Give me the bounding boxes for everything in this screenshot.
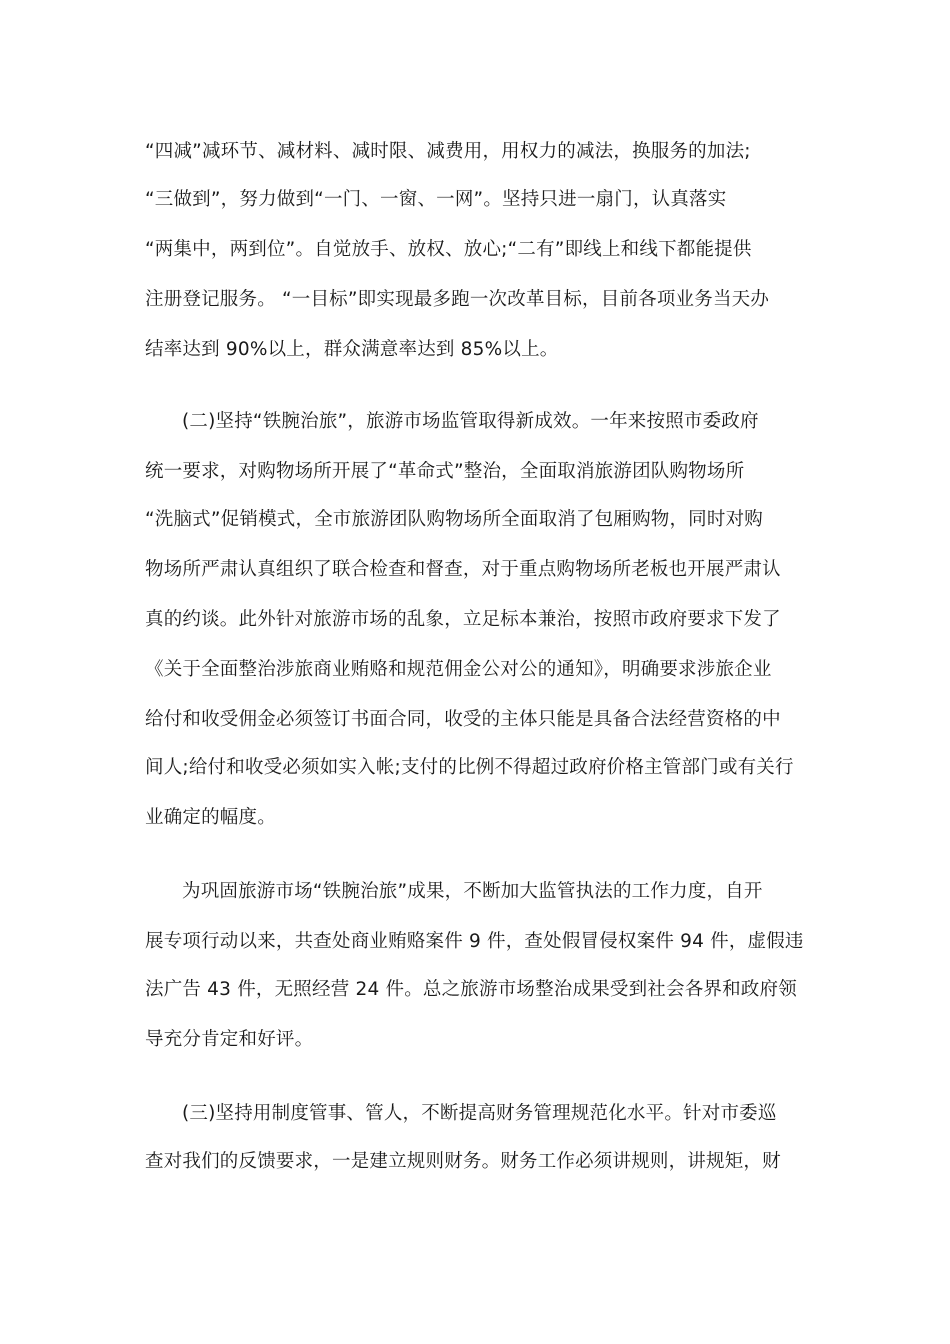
text-line: 真的约谈。此外针对旅游市场的乱象，立足标本兼治，按照市政府要求下发了 (145, 609, 781, 630)
text-line: 法广告 43 件，无照经营 24 件。总之旅游市场整治成果受到社会各界和政府领 (145, 979, 797, 1000)
text-line: 展专项行动以来，共查处商业贿赂案件 9 件，查处假冒侵权案件 94 件，虚假违 (145, 931, 804, 952)
paragraph-heading: (三)坚持用制度管事、管人，不断提高财务管理规范化水平。针对市委巡 (182, 1103, 777, 1124)
paragraph-heading: (二)坚持“铁腕治旅”，旅游市场监管取得新成效。一年来按照市委政府 (182, 411, 759, 432)
text-line: 结率达到 90%以上，群众满意率达到 85%以上。 (145, 339, 559, 360)
text-line: 物场所严肃认真组织了联合检查和督查，对于重点购物场所老板也开展严肃认 (145, 559, 781, 580)
text-line: 注册登记服务。 “一目标”即实现最多跑一次改革目标，目前各项业务当天办 (145, 289, 770, 310)
text-line: “洗脑式”促销模式，全市旅游团队购物场所全面取消了包厢购物，同时对购 (145, 509, 763, 530)
text-line: “三做到”，努力做到“一门、一窗、一网”。坚持只进一扇门，认真落实 (145, 189, 727, 210)
text-line: “两集中，两到位”。自觉放手、放权、放心;“二有”即线上和线下都能提供 (145, 239, 752, 260)
text-line: 间人;给付和收受必须如实入帐;支付的比例不得超过政府价格主管部门或有关行 (145, 757, 794, 778)
text-line: 业确定的幅度。 (145, 807, 276, 828)
text-line: 为巩固旅游市场“铁腕治旅”成果，不断加大监管执法的工作力度，自开 (182, 881, 763, 902)
text-line: 导充分肯定和好评。 (145, 1029, 314, 1050)
text-line: 查对我们的反馈要求，一是建立规则财务。财务工作必须讲规则，讲规矩，财 (145, 1151, 781, 1172)
text-line: 统一要求，对购物场所开展了“革命式”整治，全面取消旅游团队购物场所 (145, 461, 745, 482)
text-line: 给付和收受佣金必须签订书面合同，收受的主体只能是具备合法经营资格的中 (145, 709, 781, 730)
text-line: “四减”减环节、减材料、减时限、减费用，用权力的减法，换服务的加法; (145, 141, 751, 162)
text-line: 《关于全面整治涉旅商业贿赂和规范佣金公对公的通知》，明确要求涉旅企业 (145, 659, 772, 680)
